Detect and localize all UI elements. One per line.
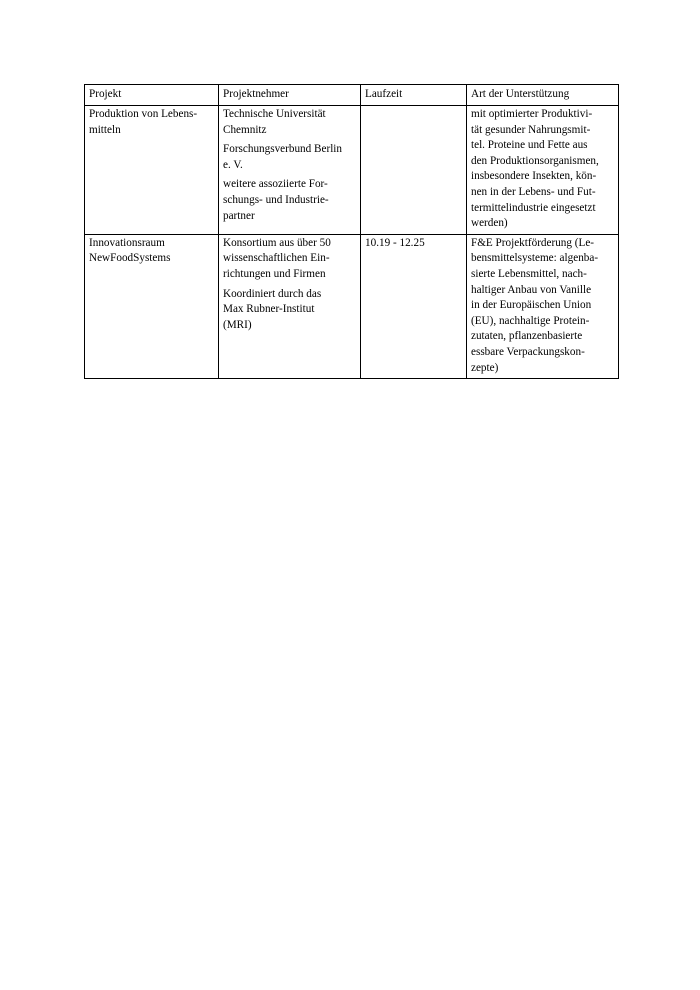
cell-text-line: tät gesunder Nahrungsmit- <box>471 123 591 136</box>
cell-text-line: mitteln <box>89 123 121 136</box>
cell-text-line: zutaten, pflanzenbasierte <box>471 330 583 343</box>
table-row <box>85 106 619 235</box>
cell-text-line: wissenschaftlichen Ein- <box>223 252 330 265</box>
cell-text-line: essbare Verpackungskon- <box>471 345 585 358</box>
cell-projektnehmer <box>219 106 361 235</box>
table-header-row <box>85 85 619 106</box>
cell-text-line: Konsortium aus über 50 <box>223 236 331 249</box>
cell-text-line: insbesondere Insekten, kön- <box>471 170 597 183</box>
cell-text-line: mit optimierter Produktivi- <box>471 108 593 120</box>
cell-text-line: Technische Universität <box>223 108 326 120</box>
cell-text-line: Forschungsverbund Berlin <box>223 143 343 156</box>
cell-text-line: den Produktionsorganismen, <box>471 154 599 167</box>
cell-text-line: F&E Projektförderung (Le- <box>471 236 595 249</box>
cell-projektnehmer <box>219 234 361 378</box>
cell-text-line: partner <box>223 209 255 222</box>
cell-text-line: Innovationsraum <box>89 236 165 249</box>
cell-text-line: Koordiniert durch das <box>223 287 322 300</box>
cell-projekt <box>85 234 219 378</box>
cell-text-line: (MRI) <box>223 318 252 331</box>
cell-projekt <box>85 106 219 235</box>
projektnehmer-entry <box>223 107 356 138</box>
cell-text-line: richtungen und Firmen <box>223 267 326 280</box>
cell-text-line: nen in der Lebens- und Fut- <box>471 185 596 198</box>
cell-text-line: werden) <box>471 217 508 230</box>
cell-text-line: Chemnitz <box>223 123 267 136</box>
cell-text-line: Produktion von Lebens- <box>89 108 198 120</box>
cell-text-line: in der Europäischen Union <box>471 299 592 312</box>
project-table <box>84 84 619 379</box>
cell-text-line: sierte Lebensmittel, nach- <box>471 267 587 280</box>
cell-text-line: (EU), nachhaltige Protein- <box>471 314 590 327</box>
cell-text-line: haltiger Anbau von Vanille <box>471 283 592 296</box>
projektnehmer-entry <box>223 236 356 283</box>
cell-unterstuetzung <box>467 234 619 378</box>
cell-text-line: NewFoodSystems <box>89 252 171 265</box>
projektnehmer-entry <box>223 287 356 334</box>
cell-laufzeit <box>361 106 467 235</box>
cell-text-line: e. V. <box>223 158 243 171</box>
projektnehmer-entry <box>223 177 356 224</box>
cell-text-line: termittelindustrie eingesetzt <box>471 201 596 214</box>
cell-text-line: tel. Proteine und Fette aus <box>471 139 588 152</box>
header-art-der-unterstuetzung: Art der Unterstützung <box>467 85 619 106</box>
cell-unterstuetzung <box>467 106 619 235</box>
cell-text-line: zepte) <box>471 361 499 374</box>
projektnehmer-entry <box>223 142 356 173</box>
header-laufzeit: Laufzeit <box>361 85 467 106</box>
header-projektnehmer: Projektnehmer <box>219 85 361 106</box>
cell-laufzeit: 10.19 - 12.25 <box>361 234 467 378</box>
cell-text-line: bensmittelsysteme: algenba- <box>471 252 599 265</box>
cell-text-line: schungs- und Industrie- <box>223 193 329 206</box>
table-row <box>85 234 619 378</box>
cell-text-line: weitere assoziierte For- <box>223 178 328 191</box>
header-projekt: Projekt <box>85 85 219 106</box>
cell-text-line: Max Rubner-Institut <box>223 303 315 316</box>
